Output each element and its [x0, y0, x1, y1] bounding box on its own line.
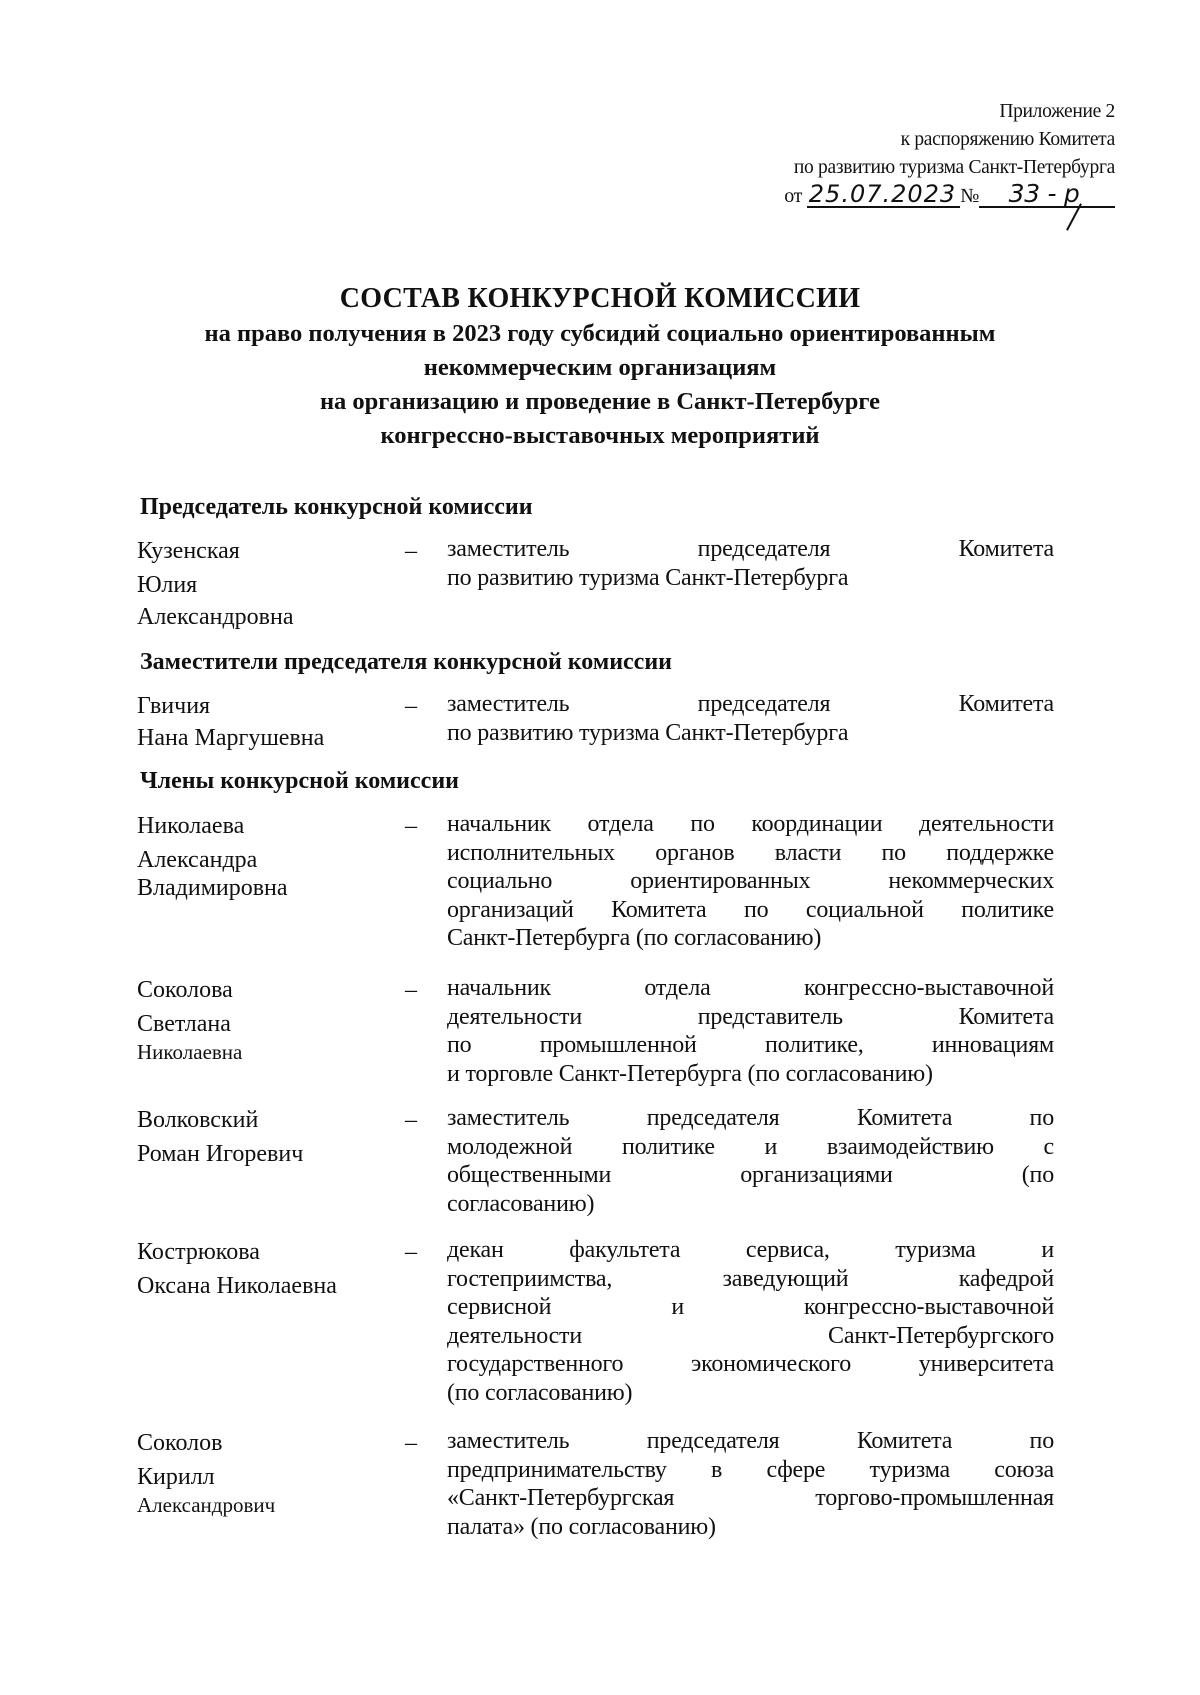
position-line: социально ориентированных некоммерческих [447, 868, 1054, 894]
member-name [137, 974, 397, 1068]
title-line-1: на право получения в 2023 году субсидий социально ориентированным [204, 320, 996, 347]
surname: Николаева [137, 813, 245, 839]
dash-separator: – [405, 693, 417, 719]
dash-separator: – [405, 977, 417, 1003]
position-line: по промышленной политике, инновациям [447, 1032, 1054, 1058]
number-prefix: № [960, 185, 979, 207]
patronymic: Владимировна [137, 875, 288, 901]
patronymic: Александрович [137, 1493, 276, 1517]
position-line: заместитель председателя Комитета [447, 691, 1054, 717]
position-line: Санкт-Петербурга (по согласованию) [447, 925, 822, 951]
dash-separator: – [405, 1430, 417, 1456]
member-name [137, 690, 397, 754]
position-line: по развитию туризма Санкт-Петербурга [447, 564, 849, 591]
handwritten-number: 33 - р [979, 182, 1115, 208]
surname: Соколов [137, 1430, 223, 1456]
member-position [447, 1236, 1054, 1407]
appendix-label: Приложение 2 [999, 101, 1115, 122]
dash-separator: – [405, 1239, 417, 1265]
first-name: Кирилл [137, 1464, 215, 1490]
surname: Волковский [137, 1107, 259, 1133]
document-title [0, 281, 1200, 453]
position-line: предпринимательству в сфере туризма союза [447, 1456, 1054, 1483]
position-line: деятельности Санкт-Петербургского [447, 1322, 1054, 1349]
position-line: гостеприимства, заведующий кафедрой [447, 1265, 1054, 1292]
member-name [137, 810, 397, 904]
surname: Кострюкова [137, 1239, 260, 1265]
member-name [137, 535, 397, 633]
first-name-patronymic: Роман Игоревич [137, 1141, 304, 1167]
title-line-4: конгрессно-выставочных мероприятий [380, 422, 820, 449]
position-line: заместитель председателя Комитета по [447, 1105, 1054, 1131]
first-name: Александра [137, 847, 258, 873]
member-position [447, 810, 1054, 953]
position-line: начальник отдела по координации деятельности [447, 811, 1054, 837]
first-name: Светлана [137, 1011, 231, 1037]
member-position [447, 690, 1054, 747]
surname: Кузенская [137, 538, 240, 564]
title-line-3: на организацию и проведение в Санкт-Петербурге [319, 388, 881, 415]
member-position [447, 974, 1054, 1088]
patronymic: Николаевна [137, 1040, 243, 1064]
dash-separator: – [405, 1107, 417, 1133]
appendix-committee: по развитию туризма Санкт-Петербурга [793, 157, 1115, 178]
member-position [447, 1104, 1054, 1218]
position-line: деятельности представитель Комитета [447, 1003, 1054, 1030]
position-line: и торговле Санкт-Петербурга (по согласованию) [447, 1060, 933, 1087]
patronymic: Александровна [137, 604, 294, 630]
section-deputies: Заместители председателя конкурсной комиссии [140, 649, 672, 675]
section-chair: Председатель конкурсной комиссии [140, 494, 533, 520]
appendix-header [784, 98, 1115, 210]
order-date-number [784, 179, 1115, 210]
position-line: (по согласованию) [447, 1379, 633, 1406]
position-line: по развитию туризма Санкт-Петербурга [447, 719, 849, 746]
position-line: молодежной политике и взаимодействию с [447, 1133, 1054, 1160]
title-line-2: некоммерческим организациям [423, 354, 777, 381]
position-line: согласованию) [447, 1190, 595, 1217]
section-members: Члены конкурсной комиссии [140, 768, 459, 794]
position-line: начальник отдела конгрессно-выставочной [447, 975, 1054, 1001]
date-prefix: от [784, 185, 803, 207]
surname: Гвичия [137, 693, 211, 719]
position-line: «Санкт-Петербургская торгово-промышленная [447, 1485, 1054, 1511]
position-line: исполнительных органов власти по поддержке [447, 839, 1054, 866]
dash-separator: – [405, 538, 417, 564]
position-line: сервисной и конгрессно-выставочной [447, 1294, 1054, 1320]
position-line: палата» (по согласованию) [447, 1513, 716, 1540]
position-line: организаций Комитета по социальной политике [447, 896, 1054, 923]
position-line: заместитель председателя Комитета по [447, 1428, 1054, 1454]
surname: Соколова [137, 977, 233, 1003]
member-name [137, 1236, 397, 1302]
first-name-patronymic: Нана Маргушевна [137, 725, 325, 751]
position-line: декан факультета сервиса, туризма и [447, 1237, 1054, 1263]
member-name [137, 1427, 397, 1521]
position-line: государственного экономического университета [447, 1351, 1054, 1377]
appendix-reference: к распоряжению Комитета [900, 129, 1115, 150]
member-name [137, 1104, 397, 1170]
position-line: общественными организациями (по [447, 1162, 1054, 1188]
position-line: заместитель председателя Комитета [447, 536, 1054, 562]
member-position [447, 535, 1054, 592]
first-name: Юлия [137, 572, 198, 598]
dash-separator: – [405, 813, 417, 839]
handwritten-date: 25.07.2023 [807, 182, 960, 208]
member-position [447, 1427, 1054, 1541]
title-main: СОСТАВ КОНКУРСНОЙ КОМИССИИ [339, 283, 861, 314]
first-name-patronymic: Оксана Николаевна [137, 1273, 337, 1299]
